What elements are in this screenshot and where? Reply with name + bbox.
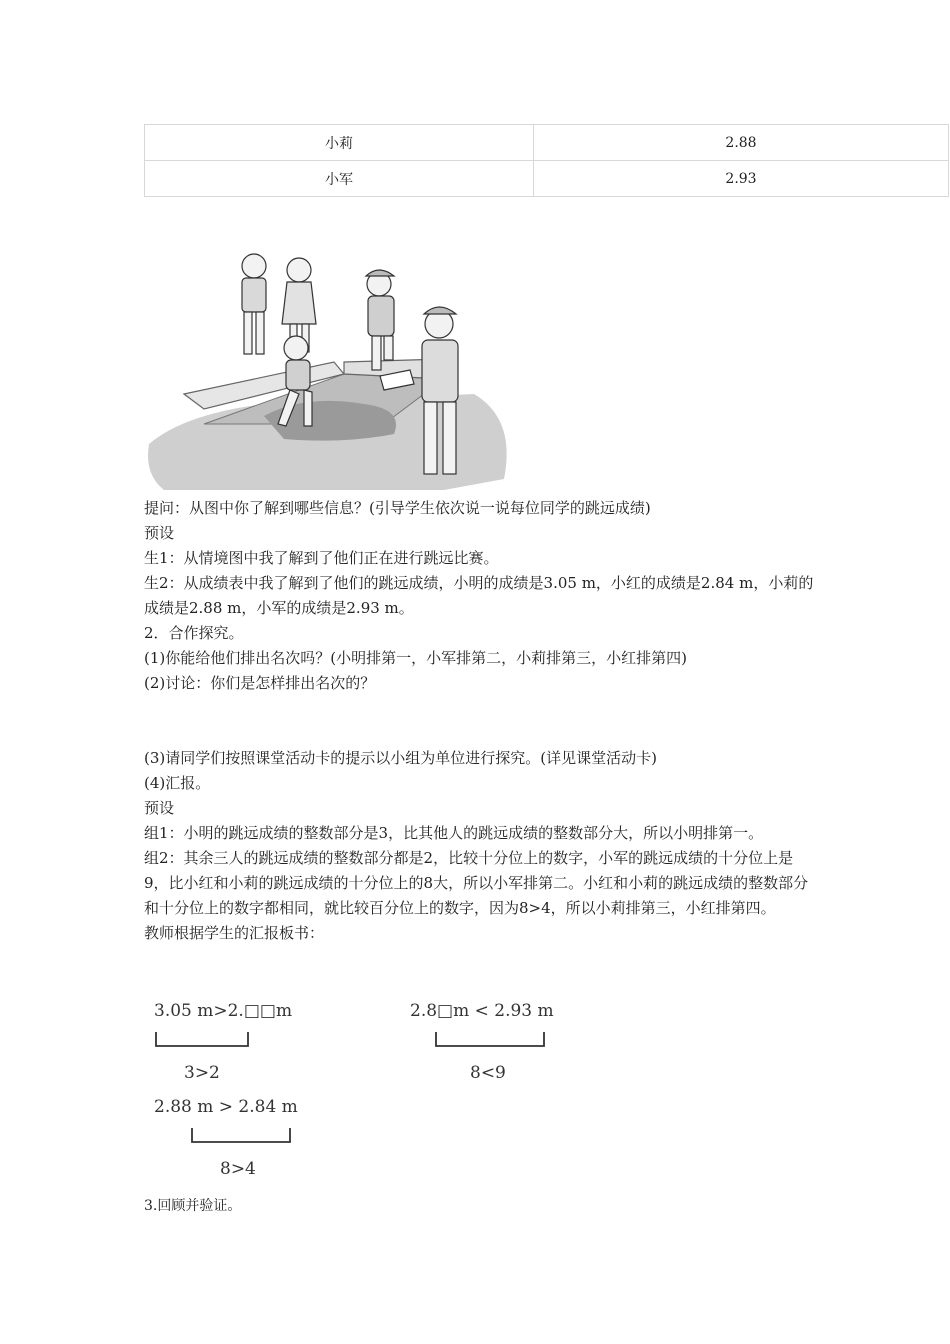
paragraph: (2)讨论：你们是怎样排出名次的？ [144, 674, 376, 692]
paragraph: (1)你能给他们排出名次吗？(小明排第一，小军排第二，小莉排第三，小红排第四) [144, 649, 687, 667]
paragraph: 预设 [144, 524, 175, 542]
name-cell: 小莉 [145, 125, 534, 161]
blackboard-writing [144, 994, 664, 1184]
paragraph: 教师根据学生的汇报板书： [144, 924, 325, 942]
final-step: 3.回顾并验证。 [144, 1198, 242, 1214]
score-cell: 2.93 [534, 161, 949, 197]
board-cmp-2: 8<9 [470, 1063, 506, 1083]
table-row [145, 125, 949, 161]
bracket [192, 1128, 290, 1142]
paragraph: 提问：从图中你了解到哪些信息？(引导学生依次说一说每位同学的跳远成绩) [144, 499, 651, 517]
board-cmp-1: 3>2 [184, 1063, 220, 1083]
score-cell: 2.88 [534, 125, 949, 161]
name-cell: 小军 [145, 161, 534, 197]
paragraph: 生1：从情境图中我了解到了他们正在进行跳远比赛。 [144, 549, 499, 567]
paragraph: (4)汇报。 [144, 774, 211, 792]
board-eq-2: 2.8□m < 2.93 m [410, 1001, 554, 1021]
paragraph: (3)请同学们按照课堂活动卡的提示以小组为单位进行探究。(详见课堂活动卡) [144, 749, 657, 767]
paragraph: 预设 [144, 799, 175, 817]
board-eq-3: 2.88 m > 2.84 m [154, 1097, 298, 1117]
scores-table [144, 124, 949, 197]
table-row [145, 161, 949, 197]
bracket [436, 1032, 544, 1046]
board-cmp-3: 8>4 [220, 1159, 256, 1179]
paragraph: 生2：从成绩表中我了解到了他们的跳远成绩，小明的成绩是3.05 m，小红的成绩是2.84 m，小莉的成绩是2.88 m，小军的成绩是2.93 m。 [144, 574, 814, 617]
paragraph: 2．合作探究。 [144, 624, 244, 642]
board-eq-1: 3.05 m>2.□□m [154, 1001, 293, 1021]
long-jump-illustration [144, 244, 520, 490]
bracket [156, 1032, 248, 1046]
paragraph: 组1：小明的跳远成绩的整数部分是3，比其他人的跳远成绩的整数部分大，所以小明排第一。 [144, 824, 764, 842]
paragraph: 组2：其余三人的跳远成绩的整数部分都是2，比较十分位上的数字，小军的跳远成绩的十分位上是9，比小红和小莉的跳远成绩的十分位上的8大，所以小军排第二。小红和小莉的跳远成绩的整数部分和十分位上的数字都相同，就比较百分位上的数字，因为8>4，所以小莉排第三，小红排第四。 [144, 849, 809, 917]
lesson-text [144, 496, 814, 946]
